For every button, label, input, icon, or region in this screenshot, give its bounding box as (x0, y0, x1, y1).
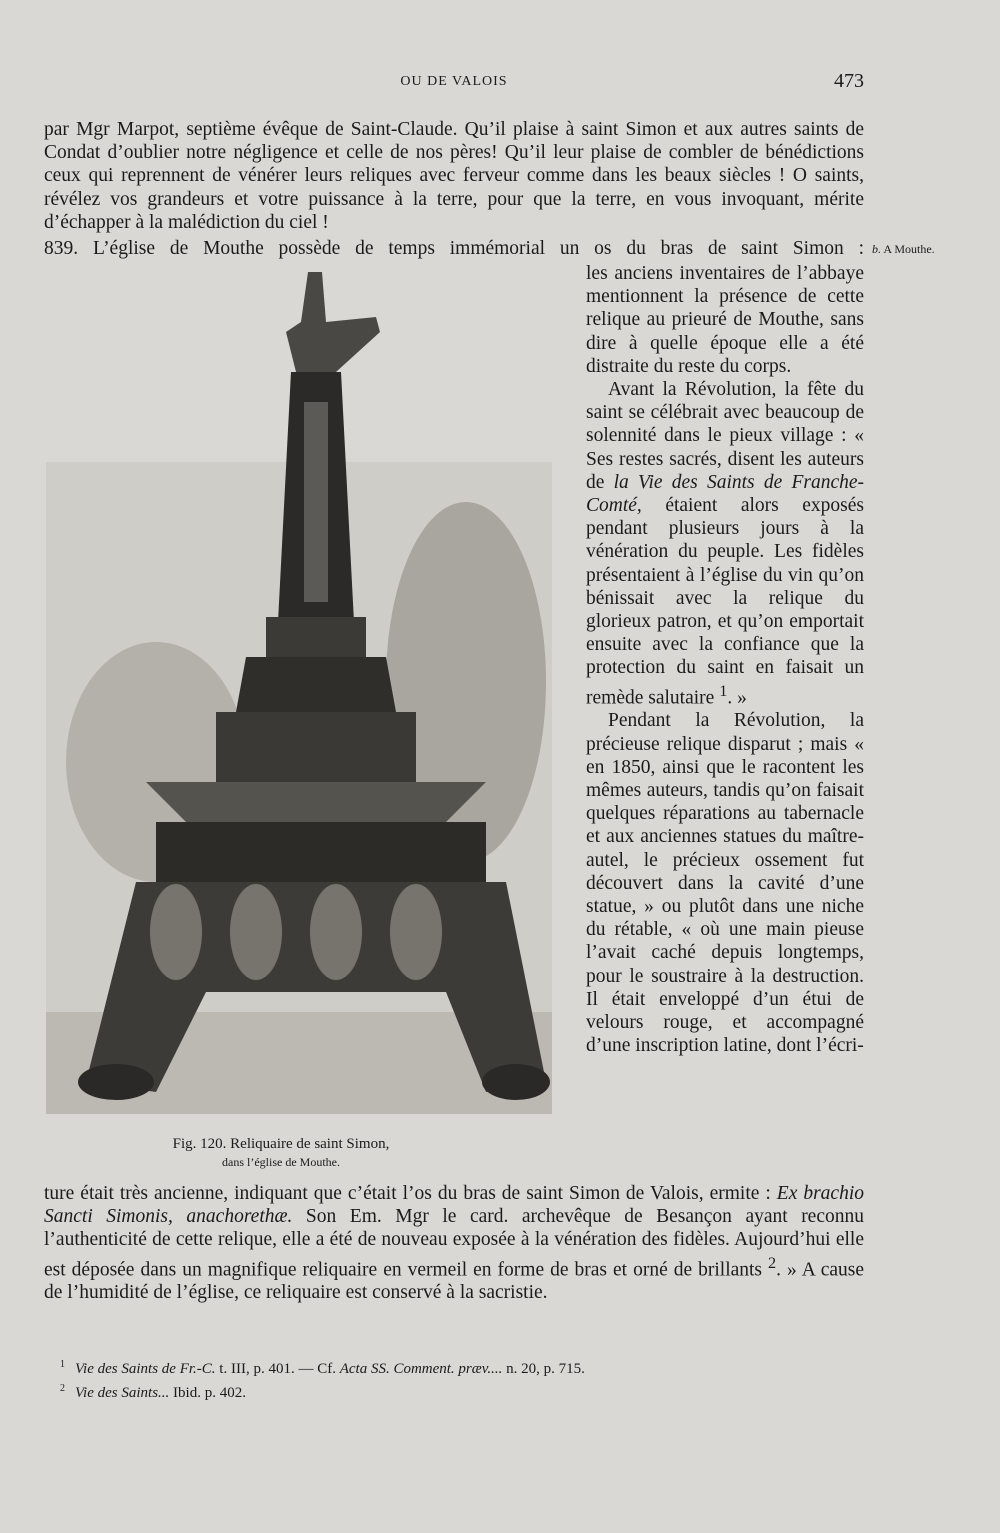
margin-note-letter: b. (872, 242, 881, 256)
text-column-right (586, 262, 864, 1057)
claw-foot-right (482, 1064, 550, 1100)
footnote-text: Ibid. p. 402. (173, 1385, 246, 1401)
collar-ring (266, 617, 366, 657)
page-number: 473 (834, 70, 864, 92)
paragraph-revolution (586, 378, 864, 709)
paragraph-pendant: Pendant la Révolution, la précieuse relique disparut ; mais « en 1850, ainsi que le racontent les mêmes auteurs, tandis qu’on faisait quelques réparations au tabernacle et aux anciennes statues du maître-autel, le précieux ossement fut découvert dans la cavité d’une statue, » ou plutôt dans une niche du rétable, « où une main pieuse l’avait caché depuis longtemps, pour le soustraire à la destruction. Il était enveloppé d’un étui de velours rouge, et accompagné d’une inscription latine, dont l’écri- (586, 710, 864, 1057)
text-run: Avant la Révolution, la fête du saint se célébrait avec beaucoup de solennité dans le pieux village : « Ses restes sacrés, disent les auteurs de (586, 379, 864, 493)
text-run: étaient alors exposés pendant plusieurs jours à la vénération du peuple. Les fidèles présentaient à l’église du vin qu’on bénissait avec la relique du glorieux patron, et qu’on emportait ensuite avec la confiance que la protection du saint en faisait un remède salutaire (586, 495, 864, 709)
footnote-ref-1: 1 (719, 681, 728, 700)
reliquary-engraving (46, 262, 552, 1114)
running-title: OU DE VALOIS (400, 74, 508, 89)
paragraph-end (44, 1182, 864, 1305)
margin-note (872, 242, 962, 257)
page-header (44, 70, 864, 96)
footnotes (60, 1355, 860, 1403)
claw-foot-left (78, 1064, 154, 1100)
footnote-mark: 1 (60, 1359, 65, 1370)
base-ornament-3 (310, 884, 362, 980)
text-run: ture était très ancienne, indiquant que c’était l’os du bras de saint Simon de Valois, ermite : (44, 1183, 771, 1204)
base-ornament-1 (150, 884, 202, 980)
pedestal-middle (216, 712, 416, 782)
footnote-italic: Acta SS. Comment. præv.... (339, 1361, 503, 1377)
footnote-italic: Vie des Saints de Fr.-C. (75, 1361, 216, 1377)
footnote-text: n. 20, p. 715. (506, 1361, 585, 1377)
latin-inscription: Ex brachio Sancti Simonis, anachorethæ. (44, 1183, 865, 1228)
base-ornament-2 (230, 884, 282, 980)
footnote-mark: 2 (60, 1383, 65, 1394)
footnote-italic: Vie des Saints... (75, 1385, 170, 1401)
text-run: . » (727, 687, 747, 709)
footnote-1 (60, 1355, 860, 1379)
italic-title: la Vie des Saints de Franche-Comté, (586, 471, 864, 517)
footnote-2 (60, 1379, 860, 1403)
paragraph-839-first-line: 839. L’église de Mouthe possède de temps immémorial un os du bras de saint Simon : (44, 238, 864, 259)
reliquary-illustration (46, 262, 552, 1114)
paragraph-top: par Mgr Marpot, septième évêque de Saint-Claude. Qu’il plaise à saint Simon et aux autres saints de Condat d’oublier notre négligence et celle de nos pères! Qu’il leur plaise de combler de bénédictions ceux qui reprennent de vénérer leurs reliques avec ferveur comme dans les beaux siècles ! O saints, révélez vos grandeurs et votre puissance à la terre, pour que la terre, en vous invoquant, mérite d’échapper à la malédiction du ciel ! (44, 119, 864, 233)
text-run: . » A cause de l’humidité de l’église, ce reliquaire est conservé à la sacristie. (44, 1259, 865, 1304)
text-run: Son Em. Mgr le card. archevêque de Besançon ayant reconnu l’authenticité de cette relique, elle a été de nouveau exposée à la vénération des fidèles. Aujourd’hui elle est déposée dans un magnifique reliquaire en vermeil en forme de bras et orné de brillants (44, 1206, 864, 1281)
plinth-top (146, 782, 486, 822)
caption-line-1: Fig. 120. Reliquaire de saint Simon, (172, 1136, 390, 1152)
pedestal-upper (236, 657, 396, 712)
footnote-ref-2: 2 (768, 1253, 777, 1272)
footnote-text: t. III, p. 401. — Cf. (219, 1361, 336, 1377)
paragraph-839-rest: les anciens inventaires de l’abbaye mentionnent la présence de cette relique au prieuré de Mouthe, sans dire à quelle époque elle a été distraite du reste du corps. (586, 263, 864, 377)
figure-caption (46, 1135, 516, 1171)
margin-note-text: A Mouthe. (883, 242, 935, 256)
arm-panel (304, 402, 328, 602)
plinth-frieze (156, 822, 486, 882)
hand-shape (286, 272, 380, 372)
base-ornament-4 (390, 884, 442, 980)
caption-line-2: dans l’église de Mouthe. (222, 1155, 340, 1169)
